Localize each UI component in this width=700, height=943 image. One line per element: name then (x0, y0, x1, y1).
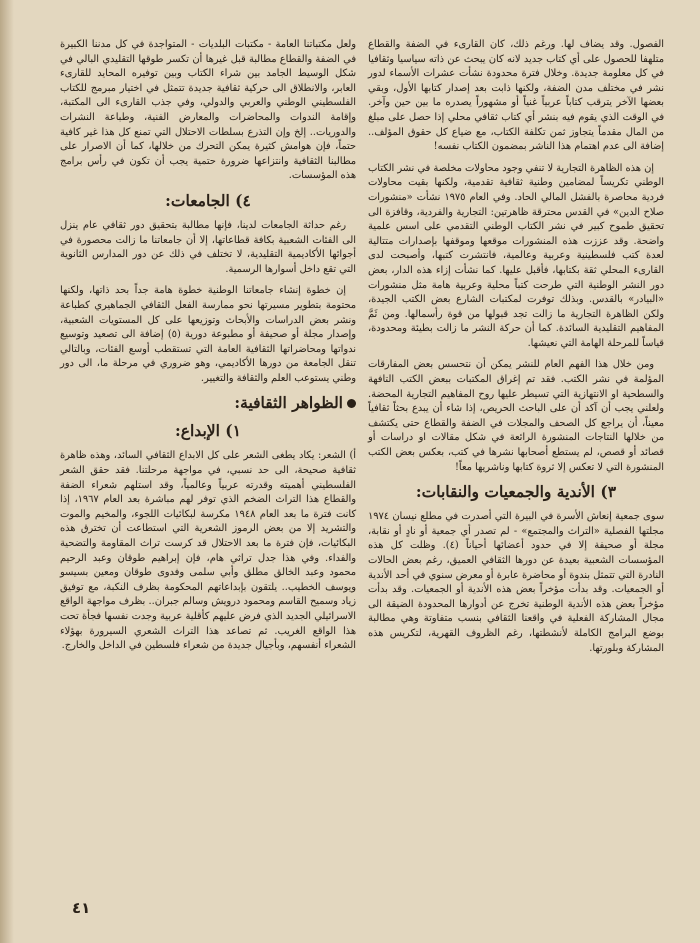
paragraph-universities-role: رغم حداثة الجامعات لدينا، فإنها مطالبة بتحقيق دور ثقافي عام ينزل الى الفئات الشعبية بكافة قطاعاتها، إلا أن جامعاتنا ما زالت محصورة في أجوائها الأكاديمية التقليدية، لا تختلف في ذلك عن دور المدارس الثانوية التي تقع داخل أسوارها الرسمية. (60, 219, 356, 275)
paragraph-book-market: الفصول. وقد يضاف لها. ورغم ذلك، كان القارىء في الضفة والقطاع متلهفا للحصول على أي كتاب جديد لانه كان يبحث عن ذاته سياسيا وثقافيا في كل معلومة جديدة. وخلال فترة محدودة نشأت عشرات الأسماء لدور نشر في مختلف مدن الضفة، ولكنها ذابت بعد إصدار كتابها الأول، وبقي بعضها الآخر يترقب كتاباً عربياً غنياً أو مشهوراً يصدره ما بين حين وآخر. في الوقت الذي يقوم فيه بنشر أي كتاب ثقافي محلي إذا حصل على مبلغ من المال مقدماً يتجاوز ثمن تكلفة الكتاب، مع ضياع كل حقوق المؤلف.. إضافة الى عدم اهتمام هذا الناشر بمضمون الكتاب نفسه! (368, 39, 664, 153)
heading-clubs-associations: ٣) الأندية والجمعيات والنقابات: (415, 482, 617, 502)
heading-cultural-phenomena-text: الظواهر الثقافية: (234, 393, 343, 413)
page-number: ٤١ (72, 899, 91, 917)
paragraph-poetry: أ) الشعر: يكاد يطغى الشعر على كل الابداع الثقافي السائد، وهذه ظاهرة ثقافية صحيحة، الى حد نسبي، في مواجهة مرحلتنا. فقد حقق الشعر الفلسطيني أهميته وقدرته عربياً وعالمياً، وقد استلهم شعراء الضفة والقطاع هذا التراث الضخم الذي توفر لهم مباشرة بعد العام ١٩٦٧، إذا كانت فترة ما بعد العام ١٩٤٨ مكرسة لبكائيات اللجوء، والمخيم والموت والتشريد إلا من بعض الرموز الشعرية التي استطاعت أن تخترق هذه البكائيات، فإن فترة ما بعد الاحتلال قد كرست تراث المقاومة والتضحية والفداء. وفي هذا جدل تراثي هام، فإن إبراهيم طوقان وعبد الرحيم محمود وعبد الخالق مطلق وأبي سلمى وفدوى طوقان ومعين بسيسو ويوسف الخطيب.. يلتقون بإبداعاتهم المحكومة بظرف النكبة، مع توفيق زياد وسميح القاسم ومحمود درويش وسالم جبران.. بظرف مواجهة الواقع الاسرائيلي الجديد الذي فرض عليهم كأقلية عربية وجدت نفسها فجأة تحت هذا الواقع الغريب. ثم تصاعد هذا التراث الشعري السيرورة بهؤلاء الشعراء أنفسهم، وبأجيال جديدة من شعراء فلسطين في الداخل والخارج. (60, 450, 356, 652)
paragraph-associations: سوى جمعية إنعاش الأسرة في البيرة التي أصدرت في مطلع نيسان ١٩٧٤ مجلتها الفصلية «التراث والمجتمع» - لم تصدر أي جمعية أو نادٍ أو نقابة، مجلة أو صحيفة إلا في حدود أعضائها أحياناً (٤). وظلت كل هذه المؤسسات الشعبية بعيدة عن دورها الثقافي العميق، رغم بعض الحالات النادرة التي تتمثل بندوة أو محاضرة عابرة أو معرض سنوي في أحد الأندية أو الجمعيات. وقد بدأت مؤخراً بعض هذه الأندية أو الجمعيات. وقد بدأت مؤخراً بعض هذه الأندية الوطنية تخرج عن أدوارها المحدودة الضيقة الى مجال المشاركة الفعلية في واقعنا الثقافي بنسب متفاوتة وهي مطالبة بوضع البرامج الكاملة لأنشطتها، رغم الظروف القهرية، لتكريس هذه المشاركة وبلورتها. (368, 511, 664, 654)
paragraph-universities-future: إن خطوة إنشاء جامعاتنا الوطنية خطوة هامة جداً بحد ذاتها، ولكنها محتومة بتطوير مسيرتها نحو ممارسة الفعل الثقافي الجماهيري كطباعة ونشر بعض الدراسات والأبحاث وتوزيعها على كل المستويات الشعبية، وإصدار مجلة أو صحيفة أو مطبوعة دورية (٥) إضافة الى تصعيد وتوسيع ندواتها ومحاضراتها الثقافية العامة التي تستقطب أوسع الفئات، وبالتالي تنقل الجامعة من دورها الأكاديمي، وهو ضروري في مرحلة ما، الى دور وطني يستوعب العلم والثقافة والتغيير. (60, 285, 356, 384)
right-column (368, 38, 664, 663)
heading-universities: ٤) الجامعات: (165, 190, 251, 210)
heading-cultural-phenomena (60, 393, 356, 413)
paragraph-national-publishing: إن هذه الظاهرة التجارية لا تنفي وجود محاولات مخلصة في نشر الكتاب الوطني تكريساً لمضامين وطنية ثقافية تقدمية، ولكنها بقيت محاولات فردية محاصرة بالفشل المالي الحاد. وفي العام ١٩٧٥ نشأت «منشورات صلاح الدين» في القدس محترقة ظاهرتين: التجارية والفردية، وقافزة الى تحقيق طموح كبير في نشر الكتاب الوطني التقدمي على اسس علمية واضحة. وقد عززت هذه المنشورات موقعها وموقفها بإصدارات متتالية لعدة كتب فلسطينية وعربية وعالمية، فانتشرت كتبها، وأصبحت لدى القارىء المحلي ثقة بكتابها، فأقبل عليها. كما نشأت إزاء هذه الدار، بعض دور النشر الوطنية التي طرحت كتباً محلية وعربية هامة مثل منشورات «البيادر» بالقدس. وبذلك توفرت لمكتبات الشارع بعض الكتب الجيدة، ولكن الظاهرة التجارية ما زالت تجد قبولها من قوة رأسمالها. ومن ثَمَّ المفاهيم التقليدية السائدة. كما أن حركة النشر ما زالت بطيئة ومحدودة، قياساً للمرحلة الهامة التي نعيشها. (368, 162, 664, 349)
paragraph-public-libraries: ولعل مكتباتنا العامة - مكتبات البلديات - المتواجدة في كل مدننا الكبيرة في الضفة والقطاع مطالبة قبل غيرها أن تكسر طوقها التقليدي البالي في شكل الوسيط الجامد بين شراء الكتاب وبين توفيره المحايد للقارىء العابر، والانطلاق الى حركية ثقافية جديدة تتمثل في اختيار مبرمج للكتاب الفلسطيني الوطني والعربي والدولي، وفي جذب القارىء الى المكتبة، وإقامة الندوات والمحاضرات والمعارض الفنية، وطباعة النشرات والدوريات.. إلخ وإن التذرع بسلطات الاحتلال التي تمنع كل هذا غير كافية حتماً، فإن هوامش كثيرة يمكن التحرك من خلالها، كما أن الاصرار على مطالبنا الثقافية وانتزاعها ضرورة حتمية يجب أن تكون في رأس برامج هذه المؤسسات. (60, 39, 356, 182)
bullet-icon (347, 399, 356, 408)
page-binding-shadow (0, 0, 14, 943)
heading-creativity: ١) الإبداع: (175, 421, 241, 441)
left-column (60, 38, 356, 661)
paragraph-publishing-paradoxes: ومن خلال هذا الفهم العام للنشر يمكن أن نتحسس بعض المفارقات المؤلمة في نشر الكتب. فقد تم إغراق المكتبات ببعض الكتب التافهة والسطحية او الانتهازية التي تسيطر عليها روح المفاهيم التجارية المحضة. ولعلني يجب أن آكد أن على الباحث الحريص، إذا شاء أن يبدع بحثاً ثقافياً معيناً، أن يراجع كل الصحف والمجلات في الضفة والقطاع حتى يكتشف من خلالها النتاجات المنشورة الرائعة في شكل مقالات او دراسات أو قصائد أو قصص، لم يستطع أصحابها نشرها في كتب، بعكس بعض الكتب المنشورة التي لا تعكس إلا ثروة كتابها وناشريها معاً! (368, 359, 664, 473)
